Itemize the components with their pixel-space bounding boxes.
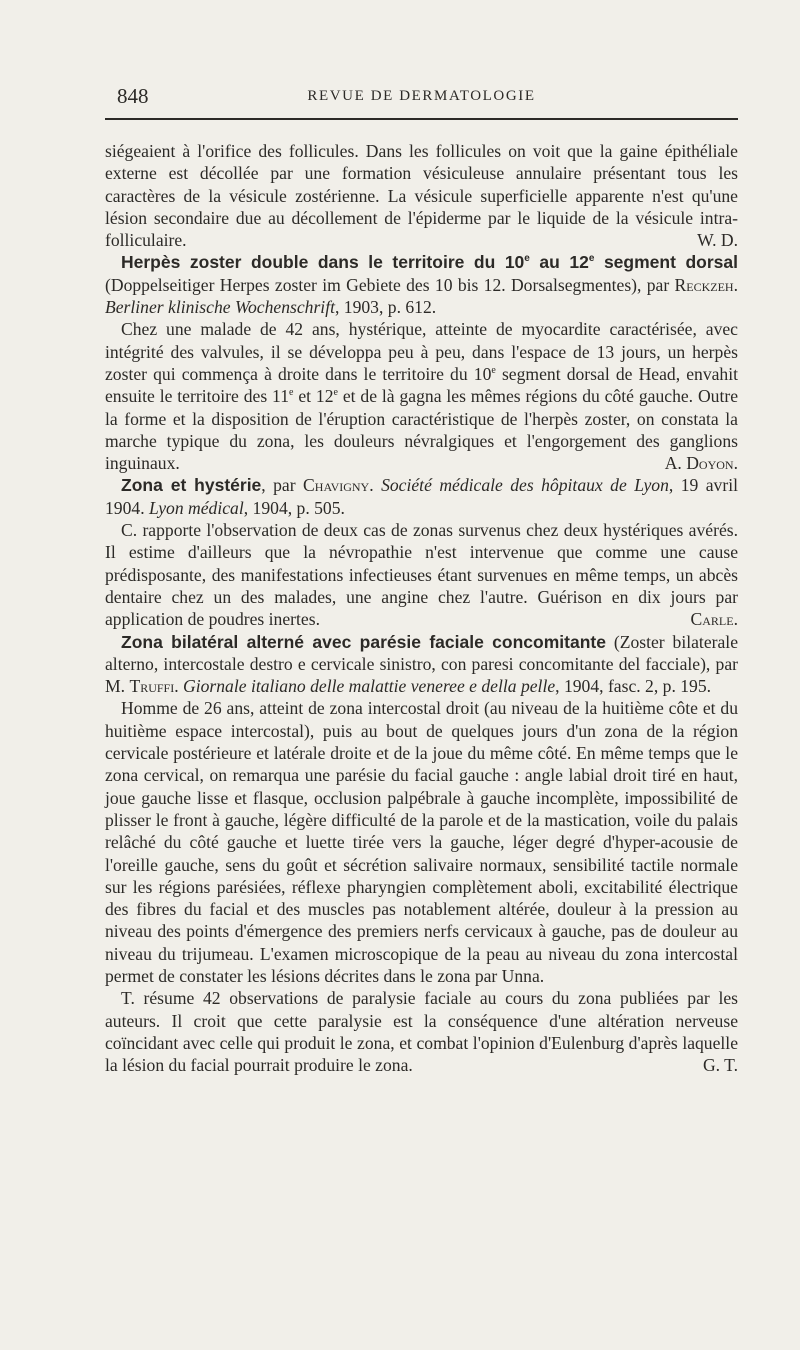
journal-name: Berliner klinische Wochenschrift [105, 297, 335, 318]
article-body [105, 140, 738, 1076]
article-heading-2 [105, 474, 738, 519]
paragraph-text: et de là gagna les mêmes régions du côté gauche. Outre la forme et la disposition de l'éruption caractéristique de l'herpès zoster, on constata la marche typique du zona, les douleurs névralgiques et l'engorgement des ganglions inguinaux. [105, 386, 739, 474]
paragraph-text: Homme de 26 ans, atteint de zona intercostal droit (au niveau de la huitième côte et du huitième espace intercostal), puis au bout de quelques jours d'un zona de la région cervicale postérieure et latérale droite et de la joue du même côté. En même temps que le zona cervical, on remarqua une parésie du facial gauche : angle labial droit tiré en haut, joue gauche lisse et flasque, occlusion palpébrale à gauche incomplète, impossibilité de plisser le front à gauche, légère difficulté de la parole et de la mastication, voile du palais relâché du côté gauche et luette tirée vers la gauche, léger degré d'hyper-acousie de l'oreille gauche, sens du goût et sécrétion salivaire normaux, sensibilité tactile normale sur les régions parésiées, réflexe pharyngien complètement aboli, excitabilité électrique des fibres du facial et des muscles pas notablement altérée, douleur à la pression au niveau des points d'émergence des premiers nerfs cervicaux à gauche, pas de douleur au niveau du trijumeau. L'examen microscopique de la peau au niveau du zona intercostal permet de constater les lésions décrites dans le zona par Unna. [105, 698, 738, 986]
paragraph-text: segment dorsal de Head, envahit ensuite le territoire des 11 [105, 363, 739, 407]
paragraph-text: et 12 [293, 386, 334, 407]
article-paragraph-2 [105, 519, 738, 630]
paragraph-text: Chez une malade de 42 ans, hystérique, atteinte de myocardite caractérisée, avec intégrité des valvules, il se développa peu à peu, dans l'espace de 13 jours, un herpès zoster qui commença à droite dans le territoire du 10 [105, 319, 738, 384]
superscript: e [588, 253, 595, 265]
author-name: Reckzeh. [674, 274, 738, 295]
journal-name: Giornale italiano delle malattie veneree e della pelle [178, 676, 556, 697]
article-paragraph-3 [105, 697, 738, 987]
article-paragraph-4 [105, 987, 738, 1076]
paragraph-text: C. rapporte l'observation de deux cas de zonas survenus chez deux hystériques avérés. Il estime d'ailleurs que la névropathie n'est intervenue que comme une cause prédisposante, des manifestations infectieuses étant survenues en même temps, un abcès dentaire chez un des malades, une angine chez l'autre. Guérison en dix jours par application de poudres inertes. [105, 520, 738, 630]
reference-text: , par [261, 475, 304, 496]
reference-text: , 1903, p. 612. [334, 297, 437, 318]
paragraph-continued [105, 140, 738, 251]
paragraph-text: siégeaient à l'orifice des follicules. Dans les follicules on voit que la gaine épithéliale externe est décollée par une formation vésiculeuse annulaire présentant tous les caractères de la vésicule zostérienne. La vésicule superficielle apparente n'est qu'une lésion secondaire due au décollement de l'épiderme par le liquide de la vésicule intra-folliculaire. [105, 141, 738, 251]
reference-text: , 1904, fasc. 2, p. 195. [555, 676, 712, 697]
author-name: Truffi. [129, 676, 179, 697]
signature: W. D. [697, 230, 738, 251]
header-rule [105, 118, 738, 120]
journal-name: Lyon médical [148, 497, 244, 518]
superscript: e [491, 365, 496, 377]
running-title: REVUE DE DERMATOLOGIE [307, 88, 536, 104]
title-part: segment dorsal [594, 252, 738, 273]
signature: G. T. [702, 1055, 738, 1076]
article-heading-1 [105, 251, 738, 318]
author-name: Chavigny. [303, 475, 374, 496]
reference-text: , 1904, p. 505. [243, 497, 345, 518]
signature: Carle. [690, 609, 738, 630]
article-paragraph-1 [105, 318, 738, 474]
paragraph-text: T. résume 42 observations de paralysie faciale au cours du zona publiées par les auteurs. Il croit que cette paralysie est la conséquence d'une altération nerveuse coïncidant avec celle qui produit le zona, et combat l'opinion d'Eulenburg d'après laquelle la lésion du facial pourrait produire le zona. [105, 988, 738, 1076]
reference-text: , 19 avril 1904. [105, 475, 738, 518]
article-title: Zona et hystérie [121, 475, 262, 496]
article-title: Zona bilatéral alterné avec parésie faciale concomitante [121, 631, 606, 652]
superscript: e [333, 387, 338, 399]
title-part: au 12 [529, 252, 589, 273]
article-heading-3 [105, 631, 738, 698]
superscript: e [289, 387, 294, 399]
signature: A. Doyon. [664, 453, 738, 474]
running-header [105, 84, 738, 112]
journal-name: Société médicale des hôpitaux de Lyon [373, 475, 669, 496]
superscript: e [524, 253, 530, 265]
article-title [121, 252, 738, 272]
page-number: 848 [117, 84, 149, 108]
title-part: Herpès zoster double dans le territoire du 10 [121, 252, 525, 273]
reference-text: (Doppelseitiger Herpes zoster im Gebiete des 10 bis 12. Dorsalsegmentes), par [105, 274, 675, 295]
reference-text: (Zoster bilaterale alterno, intercostale destro e cervicale sinistro, con paresi concomitante del facciale), par M. [105, 631, 738, 697]
